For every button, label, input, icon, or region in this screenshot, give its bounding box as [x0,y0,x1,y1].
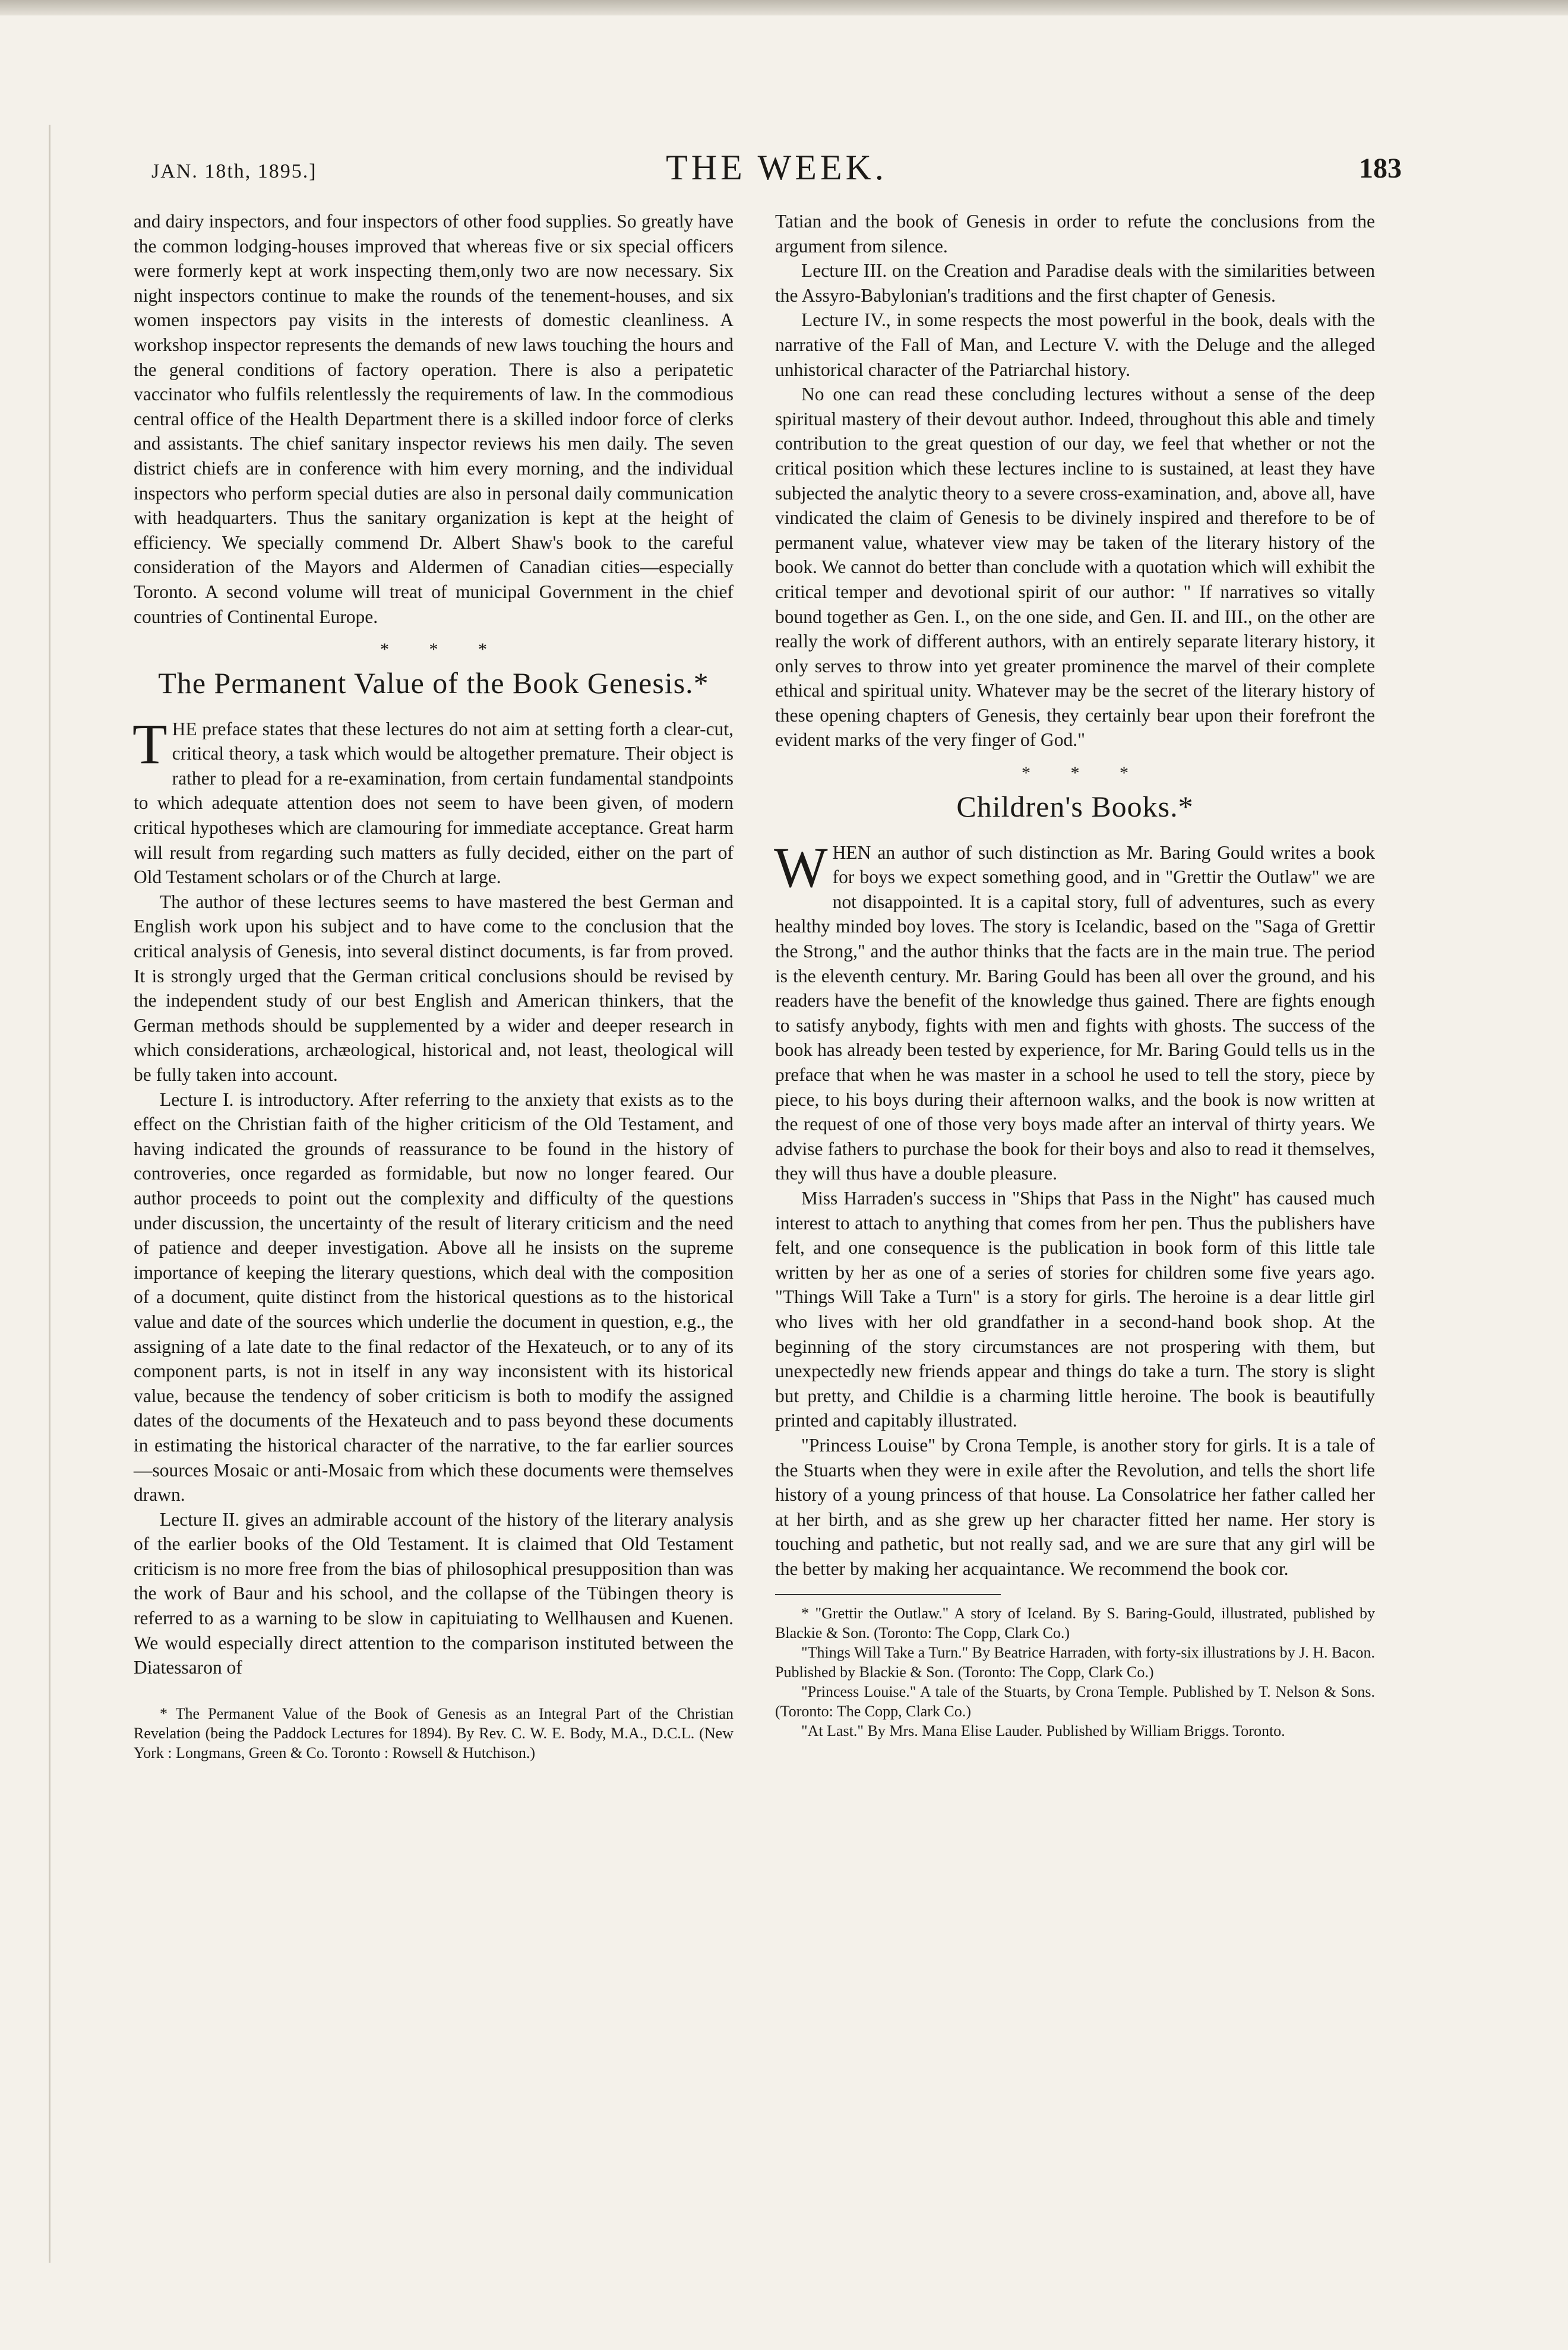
drop-cap: T [132,711,167,776]
paragraph-text: HE preface states that these lectures do not aim at setting forth a clear-cut, critical theory, a task which would be altogether premature. Their object is rather to plead for a re-examination, from certain fundamental standpoints to which adequate attention does not seem to have been given, of modern critical hypotheses which are clamouring for immediate acceptance. Great harm will result from regarding such matters as fully decided, either on the part of Old Testament scholars or of the Church at large. [134,718,734,888]
footnote: "Princess Louise." A tale of the Stuarts, by Crona Temple. Published by T. Nelson & Sons. (Toronto: The Copp, Clark Co.) [775,1683,1375,1720]
continued-paragraph: and dairy inspectors, and four inspectors of other food supplies. So greatly have the common lodging-houses improved that whereas five or six special officers were formerly kept at work inspecting them,only two are now necessary. Six night inspectors continue to make the rounds of the tenement-houses, and six women inspectors pay visits in the interests of domestic cleanliness. A workshop inspector represents the demands of new laws touching the hours and the general conditions of factory operation. There is also a peripatetic vaccinator who fulfils relentlessly the requirements of law. In the commodious central office of the Health Department there is a skilled indoor force of clerks and assistants. The chief sanitary inspector reviews his men daily. The seven district chiefs are in conference with him every morning, and the individual inspectors who perform special duties are also in personal daily communication with headquarters. Thus the sanitary organization is kept at the height of efficiency. We specially commend Dr. Albert Shaw's book to the careful consideration of the Mayors and Aldermen of Canadian cities—especially Toronto. A second volume will treat of municipal Government in the chief countries of Continental Europe. [134,211,734,627]
continued-paragraph: Tatian and the book of Genesis in order to refute the conclusions from the argument from silence. [775,211,1375,257]
scan-left-edge [49,125,50,2263]
article-paragraph: "Princess Louise" by Crona Temple, is another story for girls. It is a tale of the Stuarts when they were in exile after the Revolution, and tells the short life history of a young princess of that house. La Consolatrice her father called her at her birth, and as she grew up her character fitted her name. Her story is touching and pathetic, but not really sad, and we are sure that any girl will be the better by making her acquaintance. We recommend the book cor. [775,1434,1375,1579]
right-column [775,209,1375,1741]
masthead: THE WEEK. [666,148,887,187]
footnotes [775,1603,1375,1741]
footnotes [134,1704,734,1763]
left-column [134,209,734,1763]
article-paragraph [132,711,734,890]
article-title-childrens-books: Children's Books.* [956,789,1194,823]
footnote: * The Permanent Value of the Book of Genesis as an Integral Part of the Christian Revelation (being the Paddock Lectures for 1894). By Rev. C. W. E. Body, M.A., D.C.L. (New York : Longmans, Green & Co. Toronto : Rowsell & Hutchison.) [134,1704,734,1761]
article-paragraph: The author of these lectures seems to have mastered the best German and English work upon his subject and to have come to the conclusion that the critical analysis of Genesis, into several distinct documents, is far from proved. It is strongly urged that the German critical conclusions should be revised by the independent study of our best English and American thinkers, that the German methods should be supplemented by a wider and deeper research in which considerations, archæological, historical and, not least, theological will be fully taken into account. [134,891,734,1085]
article-paragraph: Lecture II. gives an admirable account of the history of the literary analysis of the earlier books of the Old Testament. It is claimed that Old Testament criticism is no more free from the bias of philosophical presupposition than was the work of Baur and his school, and the collapse of the Tübingen theory is referred to as a warning to be slow in capituiating to Wellhausen and Kuenen. We would especially direct attention to the comparison instituted between the Diatessaron of [134,1508,734,1678]
footnote-rule [775,1594,1001,1595]
article-paragraph [774,835,1375,1186]
article-paragraph: Miss Harraden's success in "Ships that Pass in the Night" has caused much interest to attach to anything that comes from her pen. Thus the publishers have felt, and one consequence is the publication in book form of this little tale written by her as one of a series of stories for children some five years ago. "Things Will Take a Turn" is a story for girls. The heroine is a dear little girl who lives with her old grandfather in a second-hand book shop. At the beginning of the story circumstances are not prospering with them, but unexpectedly new friends appear and things do take a turn. The story is slight but pretty, and Childie is a charming little heroine. The book is beautifully printed and capitably illustrated. [775,1187,1375,1431]
footnote: "At Last." By Mrs. Mana Elise Lauder. Published by William Briggs. Toronto. [801,1722,1285,1740]
footnote: * "Grettir the Outlaw." A story of Iceland. By S. Baring-Gould, illustrated, published by Blackie & Son. (Toronto: The Copp, Clark Co.) [775,1605,1375,1642]
section-divider: * * * [1022,763,1146,783]
article-paragraph: Lecture I. is introductory. After referring to the anxiety that exists as to the effect on the Christian faith of the higher criticism of the Old Testament, and having indicated the grounds of reassurance to be found in the history of controveries, once regarded as formidable, but now no longer feared. Our author proceeds to point out the complexity and difficulty of the questions under discussion, the uncertainty of the result of literary criticism and the need of patience and deeper investigation. Above all he insists on the supreme importance of keeping the literary questions, which deal with the composition of a document, quite distinct from the historical questions as to the historical value and date of the sources which underlie the document in question, e.g., the assigning of a late date to the final redactor of the Hexateuch, or to any of its component parts, is not in itself in any way inconsistent with its historical value, because the tendency of sober criticism is both to modify the assigned dates of the documents of the Hexateuch and to pass beyond these documents in estimating the historical character of the narrative, to the far earlier sources—sources Mosaic or anti-Mosaic from which these documents were themselves drawn. [134,1089,734,1505]
page-number: 183 [1359,153,1402,184]
article-paragraph: Lecture IV., in some respects the most powerful in the book, deals with the narrative of the Fall of Man, and Lecture V. with the Deluge and the alleged unhistorical character of the Patriarchal history. [775,309,1375,380]
issue-date: JAN. 18th, 1895.] [151,160,317,182]
article-paragraph: No one can read these concluding lectures without a sense of the deep spiritual mastery of their devout author. Indeed, throughout this able and timely contribution to the great question of our day, we feel that whether or not the critical position which these lectures incline to is sustained, at least they have subjected the analytic theory to a severe cross-examination, and, above all, have vindicated the claim of Genesis to be divinely inspired and therefore to be of permanent value, whatever view may be taken of the literary history of the book. We cannot do better than conclude with a quotation which will exhibit the critical temper and devotional spirit of our author: " If narratives so vitally bound together as Gen. I., on the one side, and Gen. II. and III., on the other are really the work of different authors, with an entirely separate literary history, it only serves to throw into yet greater prominence the marvel of their complete ethical and spiritual unity. Whatever may be the secret of the literary history of these opening chapters of Genesis, they certainly bear upon their forefront the evident marks of the very finger of God." [775,384,1375,751]
page-header [151,147,1402,189]
article-title-genesis: The Permanent Value of the Book Genesis.* [158,666,709,700]
footnote: "Things Will Take a Turn." By Beatrice Harraden, with forty-six illustrations by J. H. Bacon. Published by Blackie & Son. (Toronto: The Copp, Clark Co.) [775,1644,1375,1681]
paragraph-text: HEN an author of such distinction as Mr. Baring Gould writes a book for boys we expect something good, and in "Grettir the Outlaw" we are not disappointed. It is a capital story, full of adventures, such as every healthy minded boy loves. The story is Icelandic, based on the "Saga of Grettir the Strong," and the author thinks that the facts are in the main true. The period is the eleventh century. Mr. Baring Gould has been all over the ground, and his readers have the benefit of the knowledge thus gained. There are fights enough to satisfy anybody, fights with men and fights with ghosts. The success of the book has already been tested by experience, for Mr. Baring Gould tells us in the preface that when he was master in a school he used to tell the story, piece by piece, to his boys during their afternoon walks, and the book is now written at the request of one of those very boys made after an interval of thirty years. We advise fathers to purchase the book for their boys and also to read it themselves, they will thus have a double pleasure. [775,842,1375,1184]
article-paragraph: Lecture III. on the Creation and Paradise deals with the similarities between the Assyro-Babylonian's traditions and the first chapter of Genesis. [775,260,1375,306]
scan-top-edge [0,0,1568,15]
drop-cap: W [774,835,828,899]
section-divider: * * * [380,640,505,660]
